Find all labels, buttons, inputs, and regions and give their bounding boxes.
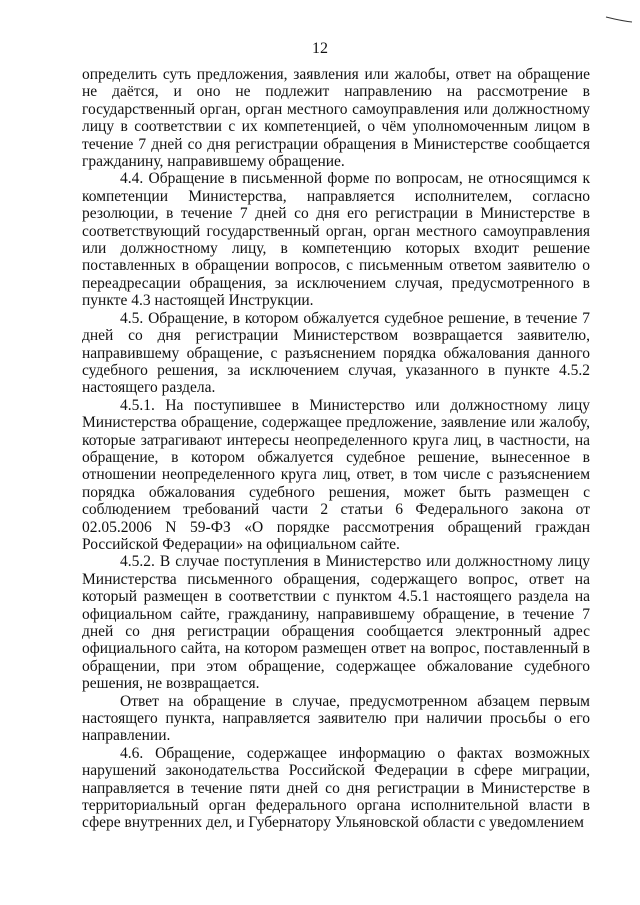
paragraph-4-5-2: 4.5.2. В случае поступления в Министерство или должностному лицу Министерства письменного обращения, содержащего вопрос, ответ на который размещен в соответствии с пунктом 4.5.1 настоящего раздела на официальном сайте, гражданину, направившему обращение, в течение 7 дней со дня регистрации обращения сообщается электронный адрес официального сайта, на котором размещен ответ на вопрос, поставленный в обращении, при этом обращение, содержащее обжалование судебного решения, не возвращается. — [82, 553, 590, 693]
paragraph-continuation: определить суть предложения, заявления или жалобы, ответ на обращение не даётся, и оно не подлежит направлению на рассмотрение в государственный орган, орган местного самоуправления или должностному лицу в соответствии с их компетенцией, о чём уполномоченным лицом в течение 7 дней со дня регистрации обращения в Министерстве сообщается гражданину, направившему обращение. — [82, 66, 590, 171]
document-body — [82, 66, 590, 832]
paragraph-4-5-1: 4.5.1. На поступившее в Министерство или должностному лицу Министерства обращение, содержащее предложение, заявление или жалобу, которые затрагивают интересы неопределенного круга лиц, в частности, на обращение, в котором обжалуется судебное решение, вынесенное в отношении неопределенного круга лиц, ответ, в том числе с разъяснением порядка обжалования судебного решения, может быть размещен с соблюдением требований части 2 статьи 6 Федерального закона от 02.05.2006 N 59-ФЗ «О порядке рассмотрения обращений граждан Российской Федерации» на официальном сайте. — [82, 396, 590, 553]
paragraph-4-6: 4.6. Обращение, содержащее информацию о фактах возможных нарушений законодательства Российской Федерации в сфере миграции, направляется в течение пяти дней со дня регистрации в Министерстве в территориальный орган федерального органа исполнительной власти в сфере внутренних дел, и Губернатору Ульяновской области с уведомлением — [82, 744, 590, 832]
paragraph-4-4: 4.4. Обращение в письменной форме по вопросам, не относящимся к компетенции Министерства, направляется исполнителем, согласно резолюции, в течение 7 дней со дня его регистрации в Министерстве в соответствующий государственный орган, орган местного самоуправления или должностному лицу, в компетенцию которых входит решение поставленных в обращении вопросов, с письменным ответом заявителю о переадресации обращения, за исключением случая, предусмотренного в пункте 4.3 настоящей Инструкции. — [82, 170, 590, 310]
page-number: 12 — [312, 40, 328, 57]
paragraph-answer-note: Ответ на обращение в случае, предусмотренном абзацем первым настоящего пункта, направляется заявителю при наличии просьбы о его направлении. — [82, 692, 590, 745]
pen-mark — [604, 14, 634, 24]
paragraph-4-5: 4.5. Обращение, в котором обжалуется судебное решение, в течение 7 дней со дня регистрации Министерством возвращается заявителю, направившему обращение, с разъяснением порядка обжалования данного судебного решения, за исключением случая, указанного в пункте 4.5.2 настоящего раздела. — [82, 309, 590, 397]
